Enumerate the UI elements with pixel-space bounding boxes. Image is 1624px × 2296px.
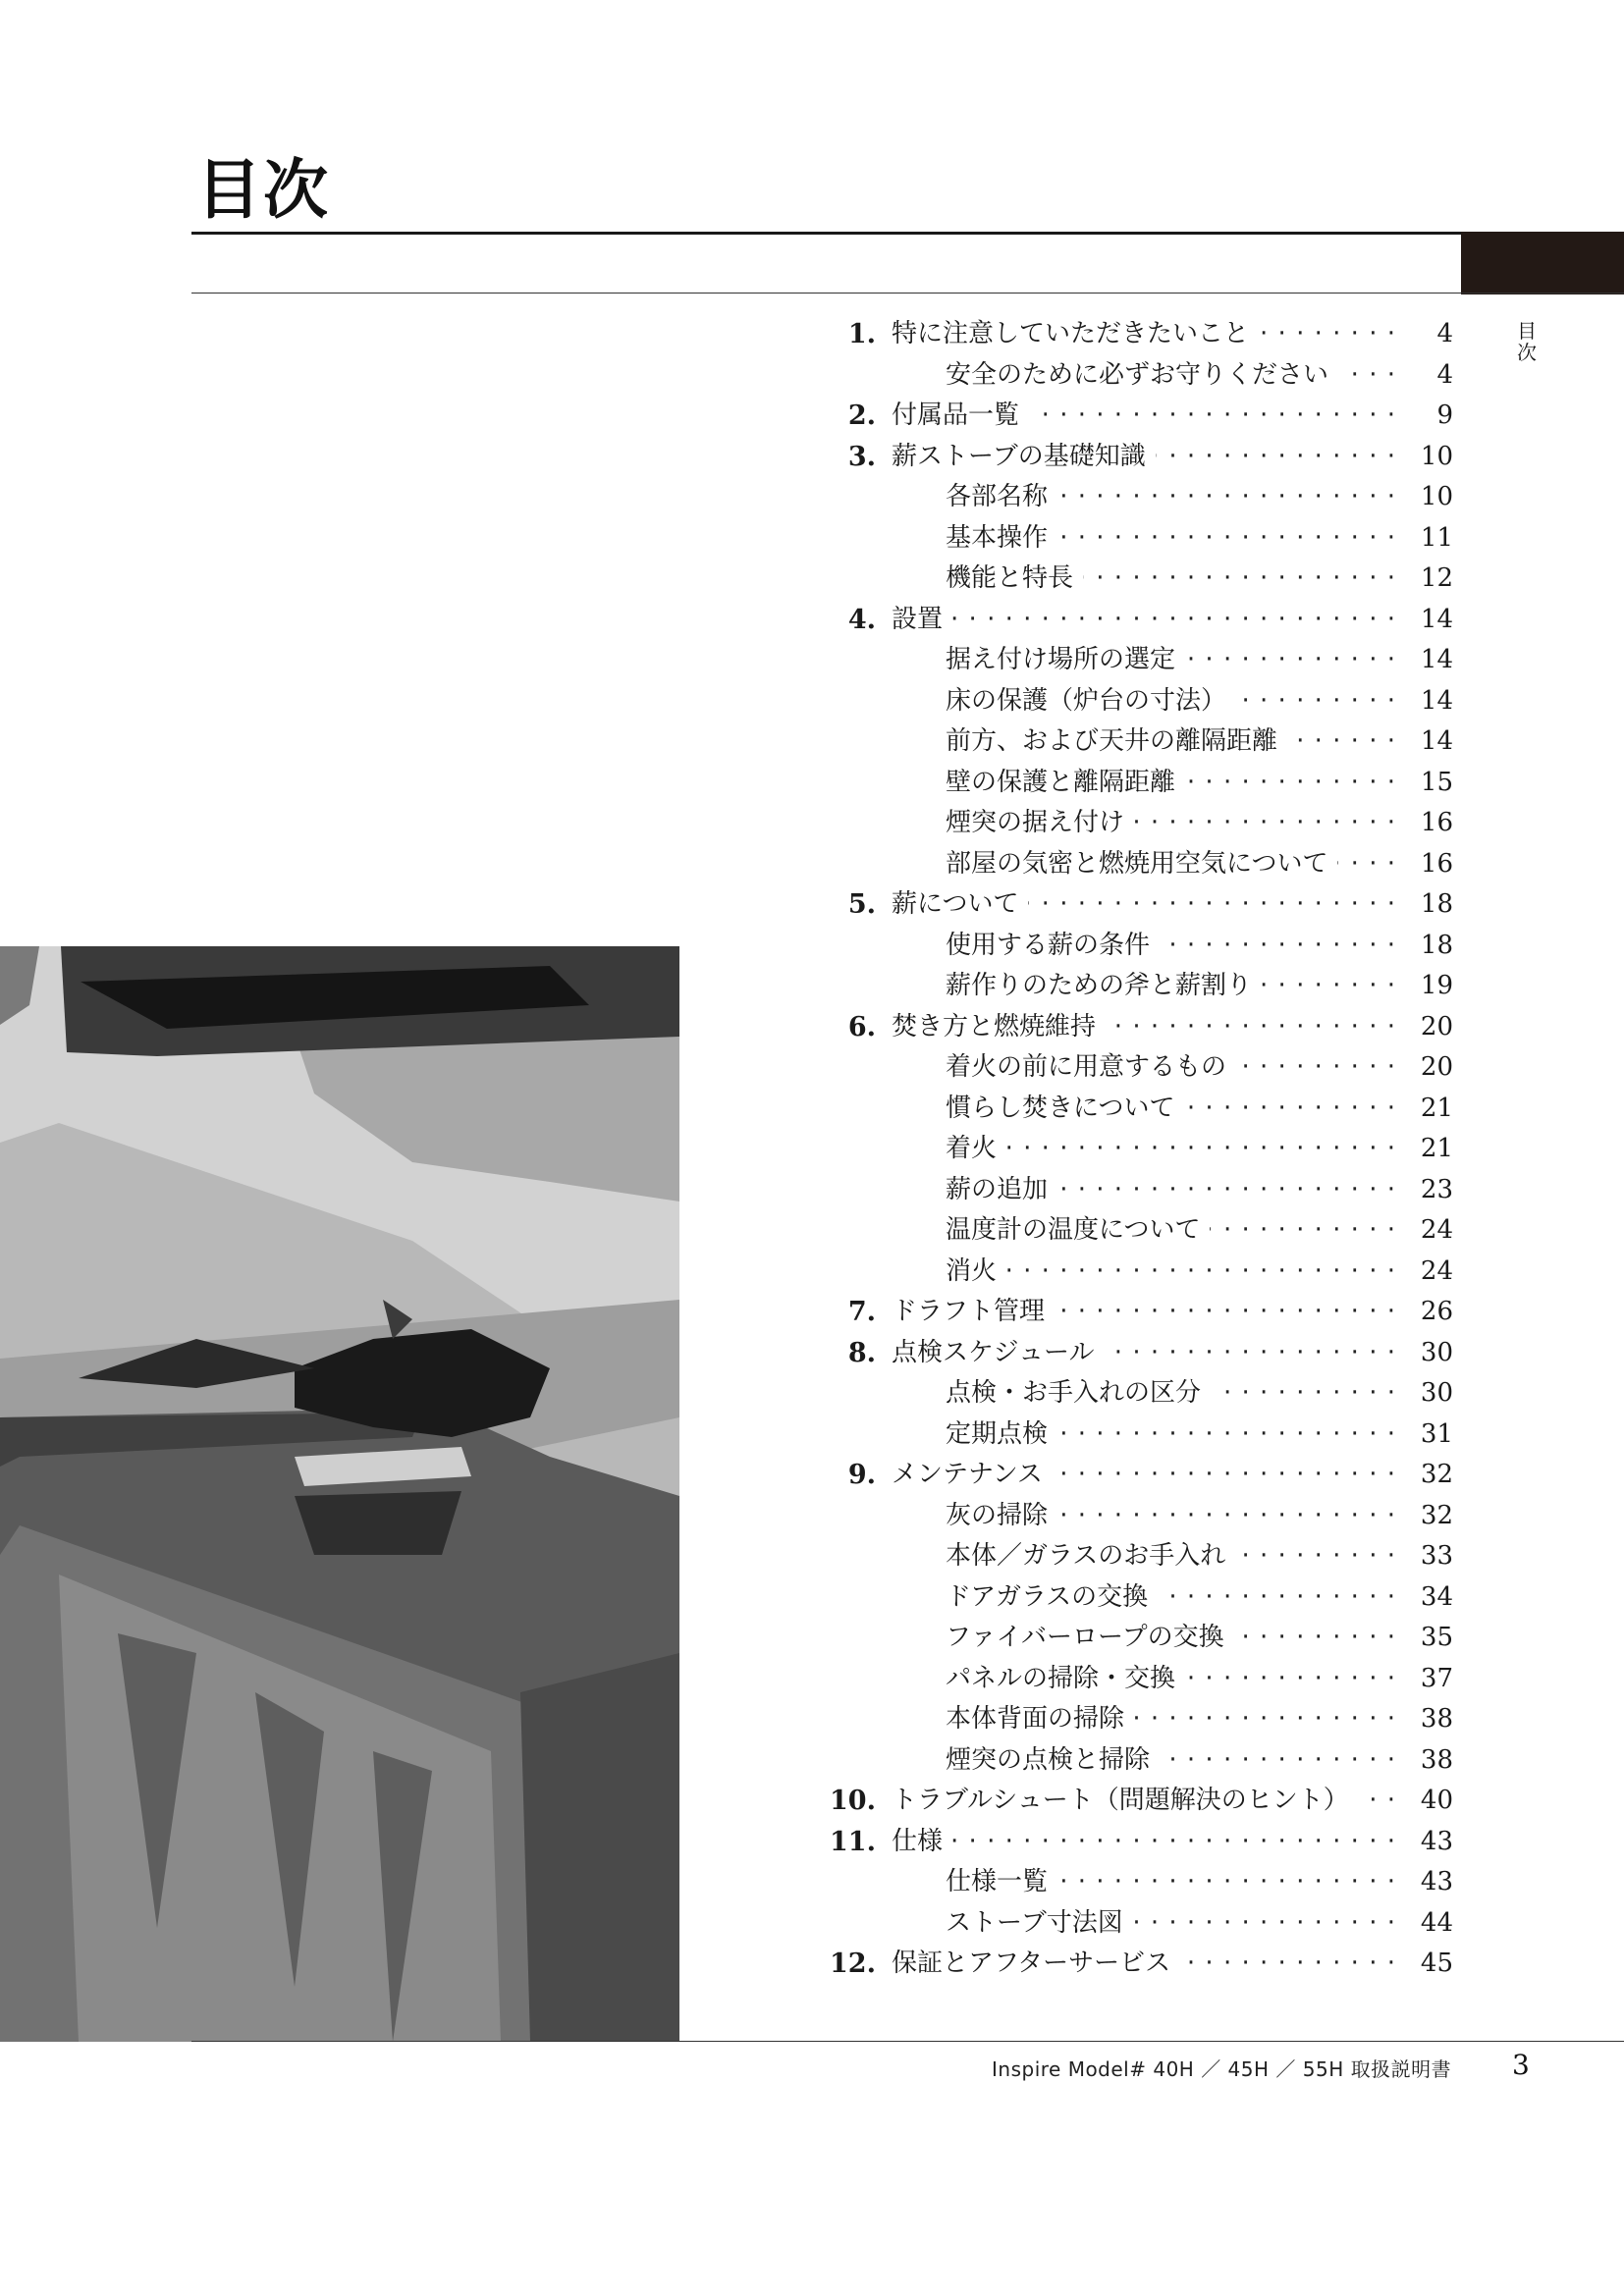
toc-entry-title — [892, 1944, 1396, 1985]
toc-entry-page: 14 — [1420, 645, 1453, 674]
toc-entry-page: 32 — [1420, 1460, 1453, 1489]
toc-entry-title-text: 基本操作 — [946, 523, 1057, 553]
toc-entry-title — [946, 559, 1396, 600]
toc-entry-title-text: メンテナンス — [892, 1460, 1053, 1489]
toc-entry-title — [946, 721, 1396, 763]
toc-entry-title-text: ドアガラスの交換 — [946, 1582, 1158, 1612]
toc-entry-number: 8. — [847, 1337, 876, 1368]
toc-entry-title-text: 仕様 — [892, 1827, 952, 1856]
toc-entry-title — [892, 1007, 1396, 1048]
toc-entry-number: 2. — [847, 400, 876, 431]
toc-entry[interactable] — [825, 1740, 1463, 1782]
page-title: 目次 — [196, 151, 330, 228]
toc-entry-page: 11 — [1420, 522, 1453, 553]
toc-entry-title-text: 薪について — [892, 889, 1028, 919]
footer-model-text: Inspire Model# 40H ／ 45H ／ 55H 取扱説明書 — [992, 2057, 1452, 2081]
toc-entry-number: 10. — [830, 1786, 876, 1816]
toc-entry[interactable] — [825, 1944, 1463, 1985]
toc-entry-title-text: 壁の保護と離隔距離 — [946, 768, 1185, 797]
toc-entry-title — [946, 1699, 1396, 1740]
toc-entry-page: 14 — [1420, 726, 1453, 756]
table-of-contents — [825, 314, 1463, 1985]
toc-entry[interactable] — [825, 1577, 1463, 1619]
toc-entry-title — [892, 1822, 1396, 1863]
toc-entry-page: 24 — [1420, 1255, 1453, 1286]
toc-entry-page: 45 — [1420, 1949, 1453, 1978]
toc-entry-title — [946, 844, 1396, 885]
toc-entry[interactable] — [825, 518, 1463, 560]
toc-entry-title-text: ドラフト管理 — [892, 1297, 1055, 1326]
toc-entry-title — [892, 600, 1396, 641]
toc-entry[interactable] — [825, 1170, 1463, 1211]
toc-entry-title-text: 慣らし焚きについて — [946, 1094, 1184, 1123]
toc-entry-title-text: 特に注意していただきたいこと — [892, 319, 1259, 348]
toc-entry-title — [946, 1577, 1396, 1619]
toc-entry-title-text: 設置 — [892, 605, 952, 634]
toc-entry-title — [892, 1455, 1396, 1496]
toc-entry-title — [946, 640, 1396, 681]
toc-entry-title — [892, 884, 1396, 926]
toc-entry-title-text: 着火 — [946, 1134, 1006, 1163]
toc-entry[interactable] — [825, 559, 1463, 600]
toc-entry-number: 6. — [847, 1011, 876, 1042]
toc-entry-title — [946, 926, 1396, 967]
page-number: 3 — [1512, 2049, 1530, 2081]
toc-entry-title — [946, 518, 1396, 560]
toc-entry-number: 3. — [847, 441, 876, 472]
toc-entry[interactable] — [825, 1089, 1463, 1130]
toc-entry-page: 4 — [1436, 319, 1453, 348]
toc-entry-title — [892, 1781, 1396, 1822]
toc-entry-title — [946, 1210, 1396, 1252]
toc-entry[interactable] — [825, 355, 1463, 397]
side-tab-char: 次 — [1517, 341, 1537, 364]
toc-entry-title-text: 本体／ガラスのお手入れ — [946, 1541, 1235, 1571]
toc-entry-page: 43 — [1420, 1867, 1453, 1896]
toc-entry[interactable] — [825, 966, 1463, 1007]
toc-entry[interactable] — [825, 1333, 1463, 1374]
toc-entry-title-text: 前方、および天井の離隔距離 — [946, 726, 1287, 756]
toc-entry[interactable] — [825, 1862, 1463, 1903]
toc-entry[interactable] — [825, 1007, 1463, 1048]
toc-entry[interactable] — [825, 1496, 1463, 1537]
header-rule — [191, 232, 1624, 235]
toc-entry-title — [892, 314, 1396, 355]
toc-entry-title-text: 薪の追加 — [946, 1175, 1057, 1204]
toc-entry[interactable] — [825, 1659, 1463, 1700]
toc-entry[interactable] — [825, 1822, 1463, 1863]
side-index-tab[interactable] — [1512, 320, 1542, 363]
toc-entry[interactable] — [825, 721, 1463, 763]
toc-entry-number: 12. — [830, 1949, 876, 1979]
toc-entry[interactable] — [825, 1252, 1463, 1293]
toc-entry-title — [946, 355, 1396, 397]
toc-entry-page: 24 — [1420, 1215, 1453, 1245]
toc-entry[interactable] — [825, 437, 1463, 478]
toc-entry-title-text: 煙突の点検と掃除 — [946, 1745, 1160, 1775]
toc-entry-title — [892, 1292, 1396, 1333]
toc-entry-title-text: 焚き方と燃焼維持 — [892, 1012, 1106, 1041]
toc-entry[interactable] — [825, 884, 1463, 926]
toc-entry-title — [946, 1659, 1396, 1700]
toc-entry-title — [946, 1047, 1396, 1089]
toc-entry-title-text: 機能と特長 — [946, 563, 1083, 593]
toc-entry[interactable] — [825, 1699, 1463, 1740]
toc-entry-title — [946, 681, 1396, 722]
toc-entry[interactable] — [825, 926, 1463, 967]
toc-entry[interactable] — [825, 1373, 1463, 1415]
toc-entry[interactable] — [825, 681, 1463, 722]
toc-entry-page: 10 — [1420, 482, 1453, 511]
toc-entry-title-text: 付属品一覧 — [892, 400, 1029, 430]
stove-photo — [0, 946, 679, 2042]
toc-entry[interactable] — [825, 477, 1463, 518]
header-thin-rule — [191, 293, 1624, 294]
toc-entry-page: 30 — [1420, 1378, 1453, 1408]
toc-entry-title — [946, 803, 1396, 844]
toc-entry-page: 16 — [1420, 848, 1453, 879]
toc-entry[interactable] — [825, 600, 1463, 641]
toc-entry-title-text: 安全のために必ずお守りください — [946, 360, 1338, 390]
toc-entry-title — [892, 396, 1396, 437]
toc-entry-title-text: 薪ストーブの基礎知識 — [892, 442, 1156, 471]
toc-entry-title-text: 使用する薪の条件 — [946, 931, 1160, 960]
toc-entry-page: 33 — [1420, 1541, 1453, 1571]
toc-entry-page: 4 — [1436, 359, 1453, 390]
toc-entry-title — [946, 1740, 1396, 1782]
toc-entry-title — [946, 477, 1396, 518]
toc-entry-title — [946, 1536, 1396, 1577]
toc-entry-title — [946, 1496, 1396, 1537]
toc-entry-title-text: 定期点検 — [946, 1419, 1057, 1449]
toc-entry[interactable] — [825, 1129, 1463, 1170]
toc-entry-title-text: 本体背面の掃除 — [946, 1704, 1134, 1734]
toc-entry[interactable] — [825, 1455, 1463, 1496]
toc-entry[interactable] — [825, 1210, 1463, 1252]
toc-entry-page: 14 — [1420, 604, 1453, 634]
toc-entry-title — [946, 1252, 1396, 1293]
toc-entry-page: 9 — [1436, 400, 1453, 430]
toc-entry-page: 35 — [1420, 1623, 1453, 1652]
toc-entry[interactable] — [825, 1618, 1463, 1659]
toc-entry-title-text: ストーブ寸法図 — [946, 1908, 1133, 1938]
toc-entry[interactable] — [825, 1781, 1463, 1822]
toc-entry-page: 37 — [1420, 1663, 1453, 1693]
toc-entry-page: 20 — [1420, 1052, 1453, 1082]
toc-entry-title-text: 着火の前に用意するもの — [946, 1052, 1236, 1082]
toc-entry-title-text: 灰の掃除 — [946, 1501, 1057, 1530]
toc-entry-number: 5. — [847, 889, 876, 920]
toc-entry-title-text: パネルの掃除・交換 — [946, 1664, 1185, 1693]
toc-entry-title — [946, 966, 1396, 1007]
toc-entry-title-text: 点検スケジュール — [892, 1338, 1104, 1367]
toc-entry-title — [892, 437, 1396, 478]
toc-entry-title-text: 据え付け場所の選定 — [946, 645, 1185, 674]
toc-entry-title-text: 保証とアフターサービス — [892, 1949, 1180, 1978]
toc-entry-title — [946, 1618, 1396, 1659]
toc-entry-page: 19 — [1420, 971, 1453, 1000]
toc-entry-number: 11. — [830, 1826, 876, 1857]
toc-entry-page: 18 — [1420, 930, 1453, 960]
toc-entry-title-text: 温度計の温度について — [946, 1215, 1210, 1245]
toc-entry[interactable] — [825, 314, 1463, 355]
toc-entry-title — [946, 1089, 1396, 1130]
toc-entry-title-text: トラブルシュート（問題解決のヒント） — [892, 1786, 1359, 1815]
toc-entry-page: 32 — [1420, 1500, 1453, 1530]
toc-entry-page: 20 — [1420, 1011, 1453, 1041]
toc-entry-title — [946, 1862, 1396, 1903]
toc-entry-page: 12 — [1420, 563, 1453, 593]
toc-entry-number: 4. — [847, 604, 876, 635]
toc-entry-page: 34 — [1420, 1581, 1453, 1612]
toc-entry-page: 14 — [1420, 685, 1453, 716]
toc-entry[interactable] — [825, 1536, 1463, 1577]
toc-entry[interactable] — [825, 763, 1463, 804]
toc-entry-title-text: 薪作りのための斧と薪割り — [946, 971, 1262, 1000]
toc-entry-page: 26 — [1420, 1297, 1453, 1326]
toc-entry-title-text: 床の保護（炉台の寸法） — [946, 686, 1236, 716]
header-corner-block — [1461, 232, 1624, 294]
toc-entry[interactable] — [825, 1292, 1463, 1333]
toc-entry-title — [946, 1170, 1396, 1211]
toc-entry-title-text: 点検・お手入れの区分 — [946, 1378, 1211, 1408]
side-tab-char: 目 — [1517, 319, 1537, 343]
toc-entry[interactable] — [825, 396, 1463, 437]
toc-entry[interactable] — [825, 1415, 1463, 1456]
toc-entry-page: 44 — [1420, 1907, 1453, 1938]
toc-entry-page: 21 — [1420, 1134, 1453, 1163]
toc-entry-number: 7. — [847, 1297, 876, 1327]
toc-entry-title-text: 消火 — [946, 1256, 1006, 1286]
toc-entry-page: 23 — [1420, 1174, 1453, 1204]
toc-entry-title — [946, 1903, 1396, 1945]
toc-entry-page: 31 — [1420, 1418, 1453, 1449]
toc-entry[interactable] — [825, 1903, 1463, 1945]
toc-entry-number: 1. — [847, 319, 876, 349]
toc-entry-title — [946, 1415, 1396, 1456]
toc-entry[interactable] — [825, 844, 1463, 885]
toc-entry-title — [946, 1129, 1396, 1170]
toc-entry-page: 43 — [1420, 1826, 1453, 1856]
toc-entry-page: 30 — [1420, 1337, 1453, 1367]
toc-entry-page: 40 — [1420, 1786, 1453, 1815]
footer-rule — [191, 2041, 1624, 2042]
toc-entry-title-text: 各部名称 — [946, 482, 1057, 511]
toc-entry-title — [892, 1333, 1396, 1374]
toc-entry-title-text: 仕様一覧 — [946, 1867, 1057, 1896]
toc-entry[interactable] — [825, 1047, 1463, 1089]
toc-entry-page: 18 — [1420, 889, 1453, 919]
toc-entry[interactable] — [825, 803, 1463, 844]
toc-entry-title-text: 煙突の据え付け — [946, 808, 1134, 837]
toc-entry-number: 9. — [847, 1460, 876, 1490]
toc-entry-title — [946, 1373, 1396, 1415]
toc-entry-title — [946, 763, 1396, 804]
toc-entry-page: 21 — [1420, 1093, 1453, 1123]
toc-entry-page: 16 — [1420, 808, 1453, 837]
toc-entry-page: 38 — [1420, 1744, 1453, 1775]
toc-entry-title-text: 部屋の気密と燃焼用空気について — [946, 849, 1337, 879]
toc-entry-title-text: ファイバーロープの交換 — [946, 1623, 1234, 1652]
toc-entry-page: 10 — [1420, 441, 1453, 471]
toc-entry-page: 38 — [1420, 1704, 1453, 1734]
toc-entry-page: 15 — [1420, 767, 1453, 797]
toc-entry[interactable] — [825, 640, 1463, 681]
